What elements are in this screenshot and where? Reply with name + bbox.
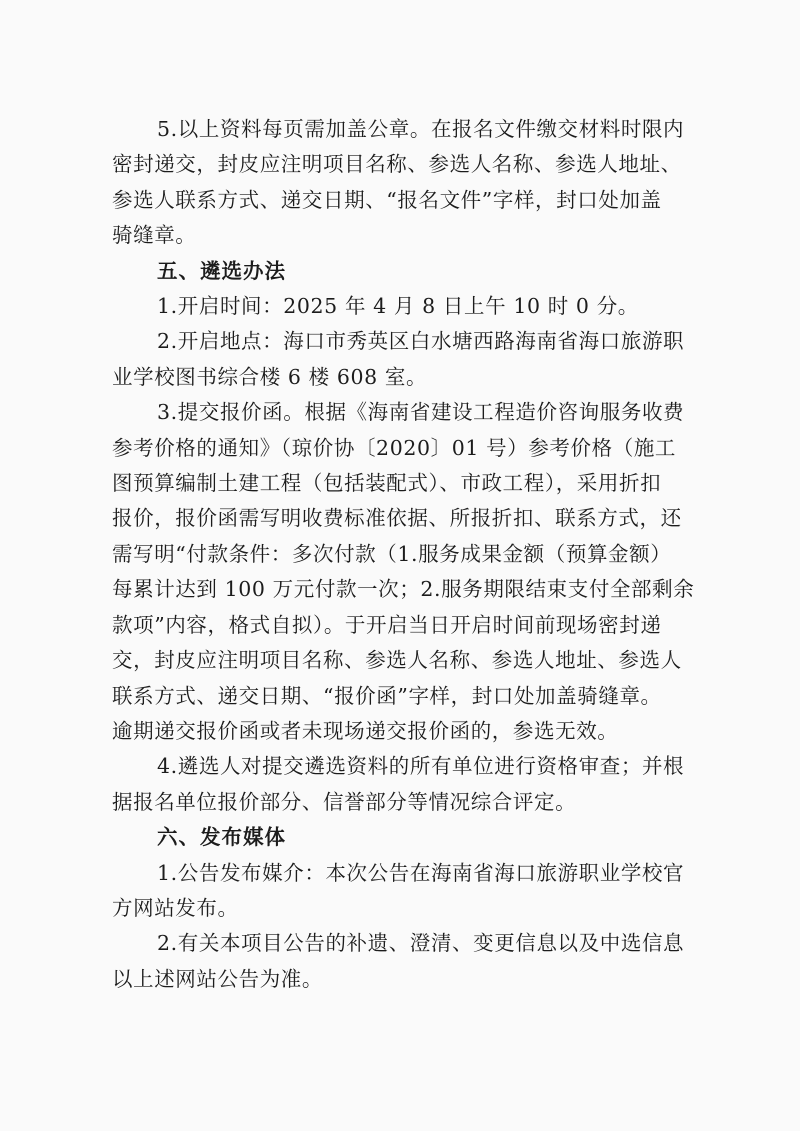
paragraph-qualification-review — [112, 749, 696, 820]
heading-text: 六、发布媒体 — [157, 825, 286, 850]
text-line: 款项”内容，格式自拟）。于开启当日开启时间前现场密封递 — [112, 612, 662, 637]
paragraph-materials-sealing — [112, 112, 696, 254]
text-line: 4.遴选人对提交遴选资料的所有单位进行资格审查；并根 — [157, 754, 685, 779]
text-line: 报价，报价函需写明收费标准依据、所报折扣、联系方式，还 — [112, 506, 682, 531]
section-heading-selection-method — [112, 254, 696, 289]
text-line: 图预算编制土建工程（包括装配式）、市政工程），采用折扣 — [112, 471, 662, 496]
text-line: 骑缝章。 — [112, 223, 197, 248]
text-line: 密封递交，封皮应注明项目名称、参选人名称、参选人地址、 — [112, 152, 682, 177]
text-line: 1.公告发布媒介：本次公告在海南省海口旅游职业学校官 — [157, 860, 685, 885]
paragraph-publication-channel — [112, 856, 696, 927]
paragraph-announcement-updates — [112, 926, 696, 997]
text-line: 方网站发布。 — [112, 895, 239, 920]
text-line: 1.开启时间：2025 年 4 月 8 日上午 10 时 0 分。 — [157, 294, 639, 319]
section-heading-publication-media — [112, 820, 696, 855]
text-line: 据报名单位报价部分、信誉部分等情况综合评定。 — [112, 789, 577, 814]
text-line: 2.有关本项目公告的补遗、澄清、变更信息以及中选信息 — [157, 931, 685, 956]
text-line: 5.以上资料每页需加盖公章。在报名文件缴交材料时限内 — [157, 117, 685, 141]
text-line: 每累计达到 100 万元付款一次；2.服务期限结束支付全部剩余 — [112, 577, 695, 602]
heading-text: 五、遴选办法 — [157, 258, 286, 283]
text-line: 联系方式、递交日期、“报价函”字样，封口处加盖骑缝章。 — [112, 683, 662, 708]
text-line: 逾期递交报价函或者未现场递交报价函的，参选无效。 — [112, 718, 619, 743]
text-line: 需写明“付款条件：多次付款（1.服务成果金额（预算金额） — [112, 541, 672, 566]
text-line: 参考价格的通知》（琼价协〔2020〕01 号）参考价格（施工 — [112, 435, 677, 460]
paragraph-opening-location — [112, 324, 696, 395]
text-line: 2.开启地点：海口市秀英区白水塘西路海南省海口旅游职 — [157, 329, 685, 354]
text-line: 3.提交报价函。根据《海南省建设工程造价咨询服务收费 — [157, 400, 685, 425]
paragraph-quotation-letter — [112, 395, 696, 749]
paragraph-opening-time — [112, 289, 696, 324]
text-line: 参选人联系方式、递交日期、“报名文件”字样，封口处加盖 — [112, 187, 662, 212]
text-line: 以上述网站公告为准。 — [112, 966, 323, 991]
text-line: 交，封皮应注明项目名称、参选人名称、参选人地址、参选人 — [112, 648, 682, 673]
document-body — [112, 112, 696, 997]
text-line: 业学校图书综合楼 6 楼 608 室。 — [112, 364, 428, 389]
